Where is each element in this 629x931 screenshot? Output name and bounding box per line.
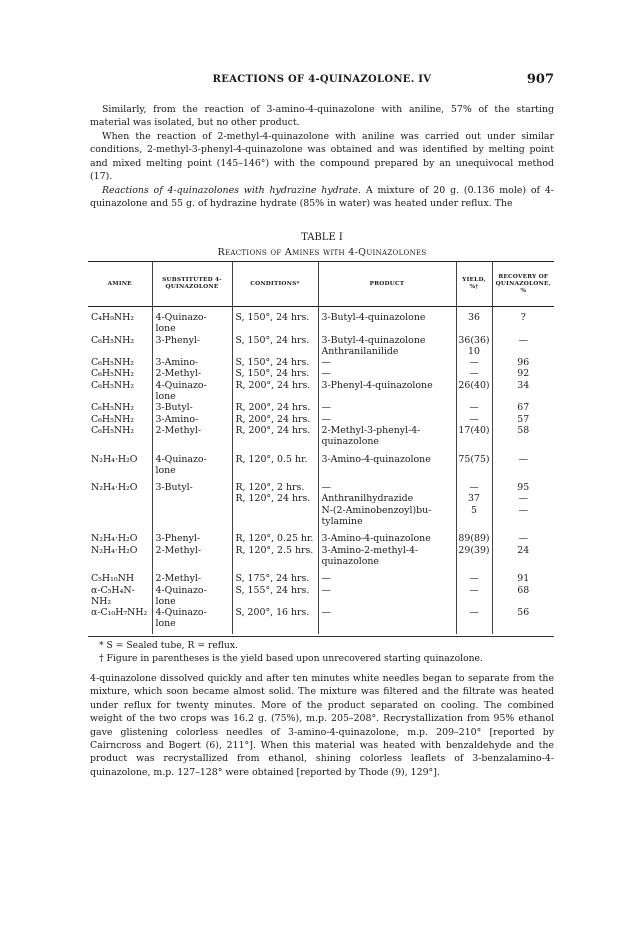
table-row xyxy=(88,357,554,368)
cell-substituted-quinazolone: 3-Amino- xyxy=(152,357,232,368)
cell-amine: C₆H₅NH₂ xyxy=(91,334,135,346)
cell-amine: C₆H₅NH₂ xyxy=(91,402,135,414)
cell-conditions: R, 200°, 24 hrs. xyxy=(232,425,318,448)
header-substituted-quinazolone: SUBSTITUTED 4-QUINAZOLONE xyxy=(152,262,232,307)
cell-product: — xyxy=(318,607,456,634)
cell-conditions: R, 120°, 2.5 hrs. xyxy=(232,545,318,568)
cell-substituted-quinazolone: 4-Quinazo- lone xyxy=(152,307,232,335)
cell-amine: C₄H₉NH₂ xyxy=(91,312,135,323)
footnote-yield: † Figure in parentheses is the yield based upon unrecovered starting quinazolone. xyxy=(99,653,483,664)
footnote-conditions: * S = Sealed tube, R = reflux. xyxy=(99,640,238,651)
cell-yield: 89(89) xyxy=(456,527,492,544)
cell-recovery: 95 — — xyxy=(492,476,554,527)
cell-amine: α-C₁₀H₇NH₂ xyxy=(91,607,148,619)
cell-yield: 17(40) xyxy=(456,425,492,448)
cell-substituted-quinazolone: 3-Phenyl- xyxy=(152,527,232,544)
cell-product: 2-Methyl-3-phenyl-4- quinazolone xyxy=(318,425,456,448)
cell-yield: — xyxy=(456,414,492,425)
cell-substituted-quinazolone: 4-Quinazo- lone xyxy=(152,448,232,477)
cell-substituted-quinazolone: 4-Quinazo- lone xyxy=(152,380,232,403)
cell-recovery: 67 xyxy=(492,402,554,413)
cell-recovery: 68 xyxy=(492,585,554,608)
cell-yield: 26(40) xyxy=(456,380,492,403)
cell-product: — xyxy=(318,414,456,425)
cell-conditions: S, 200°, 16 hrs. xyxy=(232,607,318,634)
cell-yield: 36(36) 10 xyxy=(456,335,492,358)
cell-recovery: — xyxy=(492,527,554,544)
cell-product: — xyxy=(318,585,456,608)
cell-amine: C₆H₅NH₂ xyxy=(91,424,135,436)
cell-recovery: 96 xyxy=(492,357,554,368)
cell-substituted-quinazolone: 2-Methyl- xyxy=(152,368,232,379)
cell-conditions: R, 120°, 0.25 hr. xyxy=(232,527,318,544)
cell-amine: α-C₅H₄N- NH₂ xyxy=(91,584,135,607)
cell-amine: N₂H₄·H₂O xyxy=(91,453,138,465)
paragraph-1: Similarly, from the reaction of 3-amino-4-quinazolone with aniline, 57% of the starting material was isolated, but no other product. xyxy=(90,104,554,129)
cell-substituted-quinazolone: 4-Quinazo- lone xyxy=(152,585,232,608)
table-row xyxy=(88,607,554,634)
cell-conditions: S, 150°, 24 hrs. xyxy=(232,368,318,379)
cell-conditions: S, 155°, 24 hrs. xyxy=(232,585,318,608)
cell-conditions: S, 150°, 24 hrs. xyxy=(232,307,318,335)
cell-recovery: 24 xyxy=(492,545,554,568)
page-number: 907 xyxy=(526,72,554,87)
paragraph-3: Reactions of 4-quinazolones with hydrazine hydrate. A mixture of 20 g. (0.136 mole) of 4-quinazolone and 55 g. of hydrazine hydrate (85% in water) was heated under reflux. The xyxy=(90,185,554,210)
cell-product: — xyxy=(318,402,456,413)
cell-conditions: S, 150°, 24 hrs. xyxy=(232,357,318,368)
cell-substituted-quinazolone: 2-Methyl- xyxy=(152,567,232,584)
cell-recovery: 91 xyxy=(492,567,554,584)
header-amine: AMINE xyxy=(88,262,152,307)
cell-recovery: 57 xyxy=(492,414,554,425)
table-header-row xyxy=(88,262,554,307)
cell-product: 3-Amino-4-quinazolone xyxy=(318,527,456,544)
cell-recovery: ? xyxy=(492,307,554,335)
cell-conditions: S, 150°, 24 hrs. xyxy=(232,335,318,358)
table-row xyxy=(88,368,554,379)
cell-product: — xyxy=(318,368,456,379)
cell-product: 3-Butyl-4-quinazolone xyxy=(318,307,456,335)
cell-product: 3-Amino-4-quinazolone xyxy=(318,448,456,477)
cell-recovery: 56 xyxy=(492,607,554,634)
cell-recovery: 92 xyxy=(492,368,554,379)
cell-yield: 75(75) xyxy=(456,448,492,477)
table-caption: Reactions of Amines with 4-Quinazolones xyxy=(217,247,427,258)
header-conditions: CONDITIONS* xyxy=(232,262,318,307)
table-row xyxy=(88,402,554,413)
cell-conditions: R, 200°, 24 hrs. xyxy=(232,380,318,403)
cell-substituted-quinazolone: 3-Amino- xyxy=(152,414,232,425)
cell-conditions: S, 175°, 24 hrs. xyxy=(232,567,318,584)
table-body xyxy=(88,307,554,634)
table-row xyxy=(88,585,554,608)
cell-product: 3-Butyl-4-quinazolone Anthranilanilide xyxy=(318,335,456,358)
table-row xyxy=(88,414,554,425)
paragraph-2: When the reaction of 2-methyl-4-quinazolone with aniline was carried out under similar conditions, 2-methyl-3-phenyl-4-quinazolone was obtained and was identified by melting point and mixed melting point (145–146°) with the compound prepared by an unequivocal method (17). xyxy=(90,131,554,183)
paragraph-4: 4-quinazolone dissolved quickly and after ten minutes white needles began to separate from the mixture, which soon became almost solid. The mixture was filtered and the filtrate was heated under reflux for twenty minutes. More of the product separated on cooling. The combined weight of the two crops was 16.2 g. (75%), m.p. 205–208°. Recrystallization from 95% ethanol gave glistening colorless needles of 3-amino-4-quinazolone, m.p. 209–210° [reported by Cairncross and Bogert (6), 211°]. When this material was heated with benzaldehyde and the product was recrystallized from ethanol, shining colorless leaflets of 3-benzalamino-4-quinazolone, m.p. 127–128° were obtained [reported by Thode (9), 129°]. xyxy=(90,673,554,778)
reactions-table xyxy=(88,262,554,634)
table-title: TABLE I xyxy=(301,232,343,243)
cell-yield: — xyxy=(456,567,492,584)
table-row xyxy=(88,527,554,544)
cell-substituted-quinazolone: 2-Methyl- xyxy=(152,425,232,448)
table-row xyxy=(88,380,554,403)
cell-product: — Anthranilhydrazide N-(2-Aminobenzoyl)bu- tylamine xyxy=(318,476,456,527)
subsection-heading: Reactions of 4-quinazolones with hydrazine hydrate. xyxy=(102,185,361,196)
cell-recovery: — xyxy=(492,335,554,358)
cell-amine: N₂H₄·H₂O xyxy=(91,544,138,556)
table-row xyxy=(88,476,554,527)
cell-product: — xyxy=(318,567,456,584)
cell-amine: N₂H₄·H₂O xyxy=(91,533,138,545)
cell-amine: C₆H₅NH₂ xyxy=(91,413,135,425)
cell-product: — xyxy=(318,357,456,368)
cell-substituted-quinazolone: 3-Butyl- xyxy=(152,402,232,413)
cell-yield: 29(39) xyxy=(456,545,492,568)
cell-product: 3-Amino-2-methyl-4- quinazolone xyxy=(318,545,456,568)
cell-conditions: R, 200°, 24 hrs. xyxy=(232,402,318,413)
cell-substituted-quinazolone: 3-Butyl- xyxy=(152,476,232,527)
cell-yield: — xyxy=(456,357,492,368)
table-bottom-rule xyxy=(88,636,554,637)
table-row xyxy=(88,307,554,335)
table-row xyxy=(88,545,554,568)
table-row xyxy=(88,567,554,584)
cell-yield: — 37 5 xyxy=(456,476,492,527)
cell-yield: — xyxy=(456,607,492,634)
header-yield: YIELD, %† xyxy=(456,262,492,307)
header-recovery: RECOVERY OF QUINAZOLONE, % xyxy=(492,262,554,307)
cell-amine: C₆H₅NH₂ xyxy=(91,379,135,391)
table-row xyxy=(88,335,554,358)
cell-conditions: R, 200°, 24 hrs. xyxy=(232,414,318,425)
cell-substituted-quinazolone: 4-Quinazo- lone xyxy=(152,607,232,634)
cell-amine: N₂H₄·H₂O xyxy=(91,482,138,494)
table-row xyxy=(88,448,554,477)
cell-yield: — xyxy=(456,585,492,608)
table-row xyxy=(88,425,554,448)
cell-amine: C₅H₁₀NH xyxy=(91,573,135,585)
cell-recovery: — xyxy=(492,448,554,477)
cell-amine: C₆H₅NH₂ xyxy=(91,357,135,369)
cell-recovery: 34 xyxy=(492,380,554,403)
cell-amine: C₆H₅NH₂ xyxy=(91,368,135,380)
cell-substituted-quinazolone: 2-Methyl- xyxy=(152,545,232,568)
header-product: PRODUCT xyxy=(318,262,456,307)
cell-yield: — xyxy=(456,402,492,413)
cell-yield: — xyxy=(456,368,492,379)
running-title: REACTIONS OF 4-QUINAZOLONE. IV xyxy=(212,74,432,85)
cell-product: 3-Phenyl-4-quinazolone xyxy=(318,380,456,403)
cell-substituted-quinazolone: 3-Phenyl- xyxy=(152,335,232,358)
page-header xyxy=(90,74,554,90)
cell-conditions: R, 120°, 2 hrs. R, 120°, 24 hrs. xyxy=(232,476,318,527)
cell-yield: 36 xyxy=(456,307,492,335)
cell-conditions: R, 120°, 0.5 hr. xyxy=(232,448,318,477)
cell-recovery: 58 xyxy=(492,425,554,448)
